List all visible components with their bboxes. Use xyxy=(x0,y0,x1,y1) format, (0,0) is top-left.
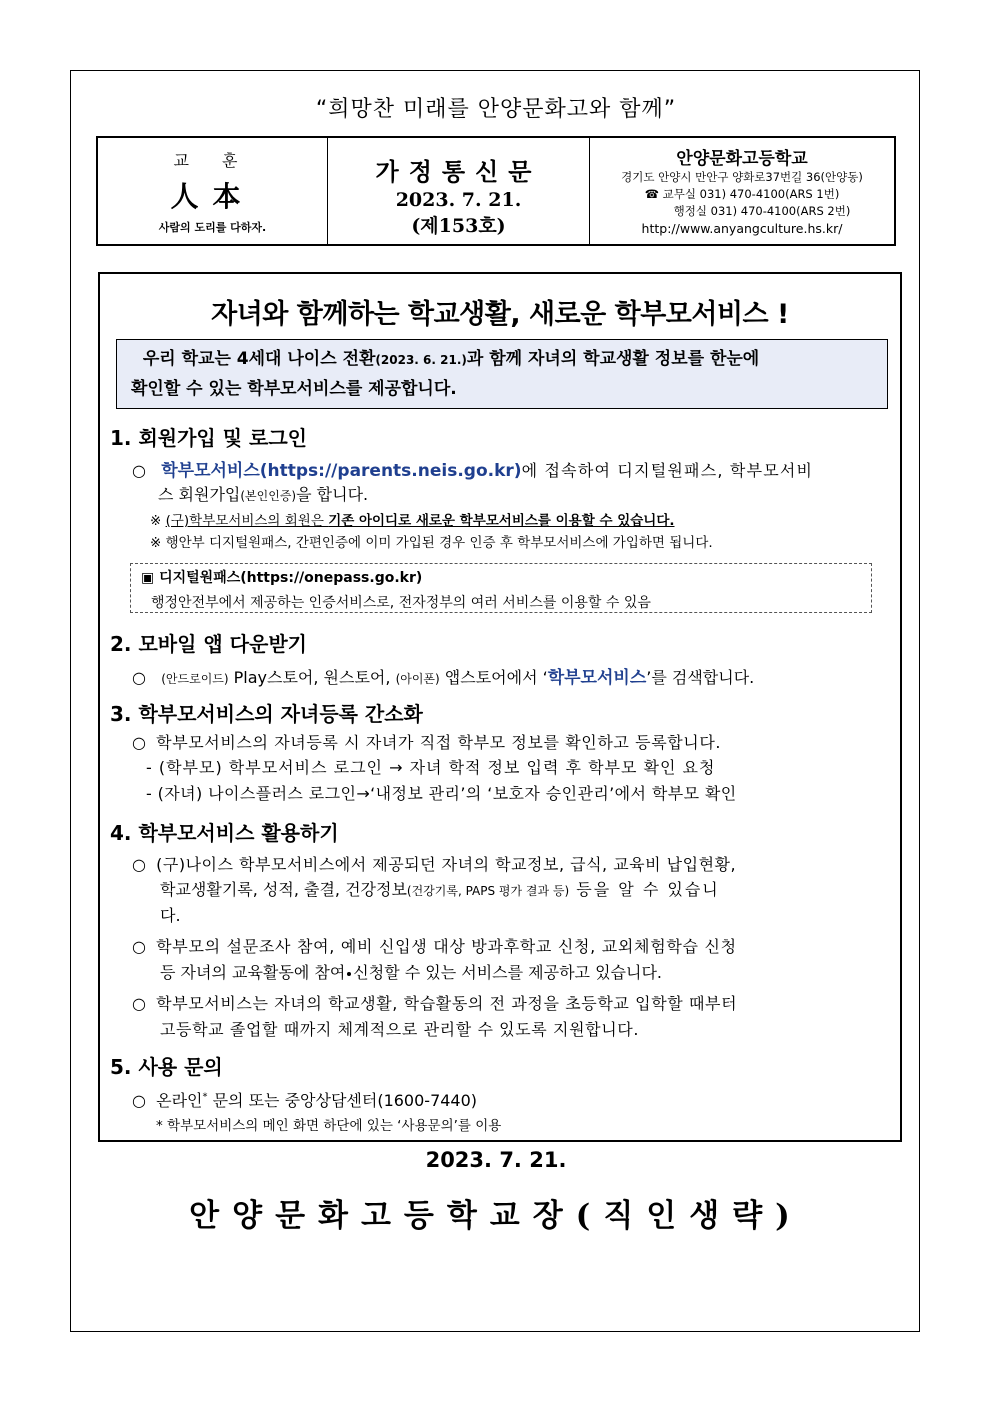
section-4-b3-line-2: 고등학교 졸업할 때까지 체계적으로 관리할 수 있도록 지원합니다. xyxy=(160,1020,639,1039)
newsletter-issue: (제153호) xyxy=(411,215,506,237)
stores-text: Play스토어, 원스토어, xyxy=(228,668,396,687)
section-2-line-1 xyxy=(132,663,754,688)
note-mark: ※ xyxy=(150,513,166,529)
digital-onepass-box xyxy=(130,563,872,613)
signup-small: (본인인증) xyxy=(240,489,297,503)
bullet: ○ xyxy=(132,461,146,480)
section-1-note-2: ※ 행안부 디지털원패스, 간편인증에 이미 가입된 경우 인증 후 학부모서비스에 가입하면 됩니다. xyxy=(150,535,713,551)
b1-text-2: 학교생활기록, 성적, 출결, 건강정보 xyxy=(160,880,407,899)
intro-date: (2023. 6. 21.) xyxy=(375,353,467,367)
main-notice-box xyxy=(98,272,902,1142)
note-1-underlined: (구)학부모서비스의 회원은 xyxy=(165,513,329,529)
section-4-b2-line-2 xyxy=(160,960,662,983)
intro-text-2: 과 함께 자녀의 학교생활 정보를 한눈에 xyxy=(466,349,760,369)
notice-title: 자녀와 함께하는 학교생활, 새로운 학부모서비스 ! xyxy=(211,299,789,330)
motto-description: 사람의 도리를 다하자. xyxy=(158,221,267,234)
section-1-line-1 xyxy=(132,456,813,481)
bullet: ○ xyxy=(132,994,146,1013)
motto: 人本 xyxy=(170,180,255,213)
section-1-text: 에 접속하여 디지털원패스, 학부모서비 xyxy=(521,461,814,480)
search-text: ’를 검색합니다. xyxy=(646,668,755,687)
section-5-line-1 xyxy=(132,1088,477,1111)
footer-date: 2023. 7. 21. xyxy=(425,1148,567,1172)
newsletter-date: 2023. 7. 21. xyxy=(395,189,522,211)
b1-text-3: 등을 알 수 있습니 xyxy=(569,880,720,899)
letterhead xyxy=(96,136,896,246)
bullet: ○ xyxy=(132,1091,146,1110)
section-4-b3-line-1 xyxy=(132,991,737,1014)
middle-dot xyxy=(347,972,351,976)
section-5-title: 5. 사용 문의 xyxy=(110,1055,223,1079)
parents-service-link[interactable]: 학부모서비스(https://parents.neis.go.kr) xyxy=(161,461,522,481)
section-3-line-2: - (학부모) 학부모서비스 로그인 → 자녀 학적 정보 입력 후 학부모 확인 요청 xyxy=(146,758,716,777)
digital-onepass-title[interactable]: ▣ 디지털원패스(https://onepass.go.kr) xyxy=(141,570,423,586)
bullet: ○ xyxy=(132,937,146,956)
newsletter-title: 가정통신문 xyxy=(375,158,542,186)
digital-onepass-desc: 행정안전부에서 제공하는 인증서비스로, 전자정부의 여러 서비스를 이용할 수 있음 xyxy=(151,595,651,611)
slogan: “희망찬 미래를 안양문화고와 함께” xyxy=(315,97,677,122)
section-4-b1-line-2 xyxy=(160,877,720,900)
b1-small: (건강기록, PAPS 평가 결과 등) xyxy=(406,884,570,898)
iphone-label: (아이폰) xyxy=(395,672,440,686)
appstore-text: 앱스토어에서 ‘ xyxy=(439,668,548,687)
b1-text: (구)나이스 학부모서비스에서 제공되던 자녀의 학교정보, 급식, 교육비 납입현황, xyxy=(156,855,737,874)
contact-text: 문의 또는 중앙상담센터(1600-7440) xyxy=(207,1091,478,1110)
android-label: (안드로이드) xyxy=(161,672,229,686)
section-3-text: 학부모서비스의 자녀등록 시 자녀가 직접 학부모 정보를 확인하고 등록합니다. xyxy=(156,733,722,752)
search-keyword: 학부모서비스 xyxy=(547,668,647,688)
note-1-bold: 기존 아이디로 새로운 학부모서비스를 이용할 수 있습니다. xyxy=(328,513,675,529)
section-1-note-1 xyxy=(150,509,675,529)
section-4-b2-line-1 xyxy=(132,934,737,957)
b2-text: 학부모의 설문조사 참여, 예비 신입생 대상 방과후학교 신청, 교외체험학습 신청 xyxy=(156,937,737,956)
newsletter-cell xyxy=(328,138,590,244)
school-info-cell xyxy=(590,138,894,244)
motto-label: 교 훈 xyxy=(173,151,252,170)
intro-box xyxy=(116,339,888,409)
section-4-title: 4. 학부모서비스 활용하기 xyxy=(110,821,339,845)
section-4-b1-line-1 xyxy=(132,852,736,875)
online-text: 온라인 xyxy=(156,1091,203,1110)
b2-text-2: 등 자녀의 교육활동에 참여 xyxy=(160,963,346,982)
b2-text-3: 신청할 수 있는 서비스를 제공하고 있습니다. xyxy=(353,963,663,982)
section-5-note: * 학부모서비스의 메인 화면 하단에 있는 ‘사용문의’를 이용 xyxy=(156,1118,502,1134)
section-2-title: 2. 모바일 앱 다운받기 xyxy=(110,632,307,656)
signup-rest: 을 합니다. xyxy=(296,485,369,504)
motto-cell xyxy=(98,138,328,244)
school-website[interactable]: http://www.anyangculture.hs.kr/ xyxy=(641,221,843,236)
section-1-title: 1. 회원가입 및 로그인 xyxy=(110,426,307,450)
signup-text: 스 회원가입 xyxy=(158,485,241,504)
phone-office: ☎ 교무실 031) 470-4100(ARS 1번) xyxy=(644,187,840,201)
principal-signature: 안양문화고등학교장(직인생략) xyxy=(189,1198,803,1234)
phone-admin: 행정실 031) 470-4100(ARS 2번) xyxy=(673,204,851,218)
school-name: 안양문화고등학교 xyxy=(676,149,808,169)
section-3-line-3: - (자녀) 나이스플러스 로그인→‘내정보 관리’의 ‘보호자 승인관리’에서 학부모 확인 xyxy=(146,784,737,803)
intro-text-1: 우리 학교는 4세대 나이스 전환 xyxy=(142,349,376,369)
section-4-b1-line-3: 다. xyxy=(160,906,181,925)
section-3-title: 3. 학부모서비스의 자녀등록 간소화 xyxy=(110,702,423,726)
footnote-mark: * xyxy=(202,1091,208,1103)
school-address: 경기도 안양시 만안구 양화로37번길 36(안양동) xyxy=(621,170,863,184)
bullet: ○ xyxy=(132,733,146,752)
section-1-line-2 xyxy=(158,482,368,505)
bullet: ○ xyxy=(132,855,146,874)
section-3-line-1 xyxy=(132,730,721,753)
b3-text: 학부모서비스는 자녀의 학교생활, 학습활동의 전 과정을 초등학교 입학할 때부터 xyxy=(156,994,738,1013)
bullet: ○ xyxy=(132,668,146,687)
intro-line-2: 확인할 수 있는 학부모서비스를 제공합니다. xyxy=(131,379,457,399)
